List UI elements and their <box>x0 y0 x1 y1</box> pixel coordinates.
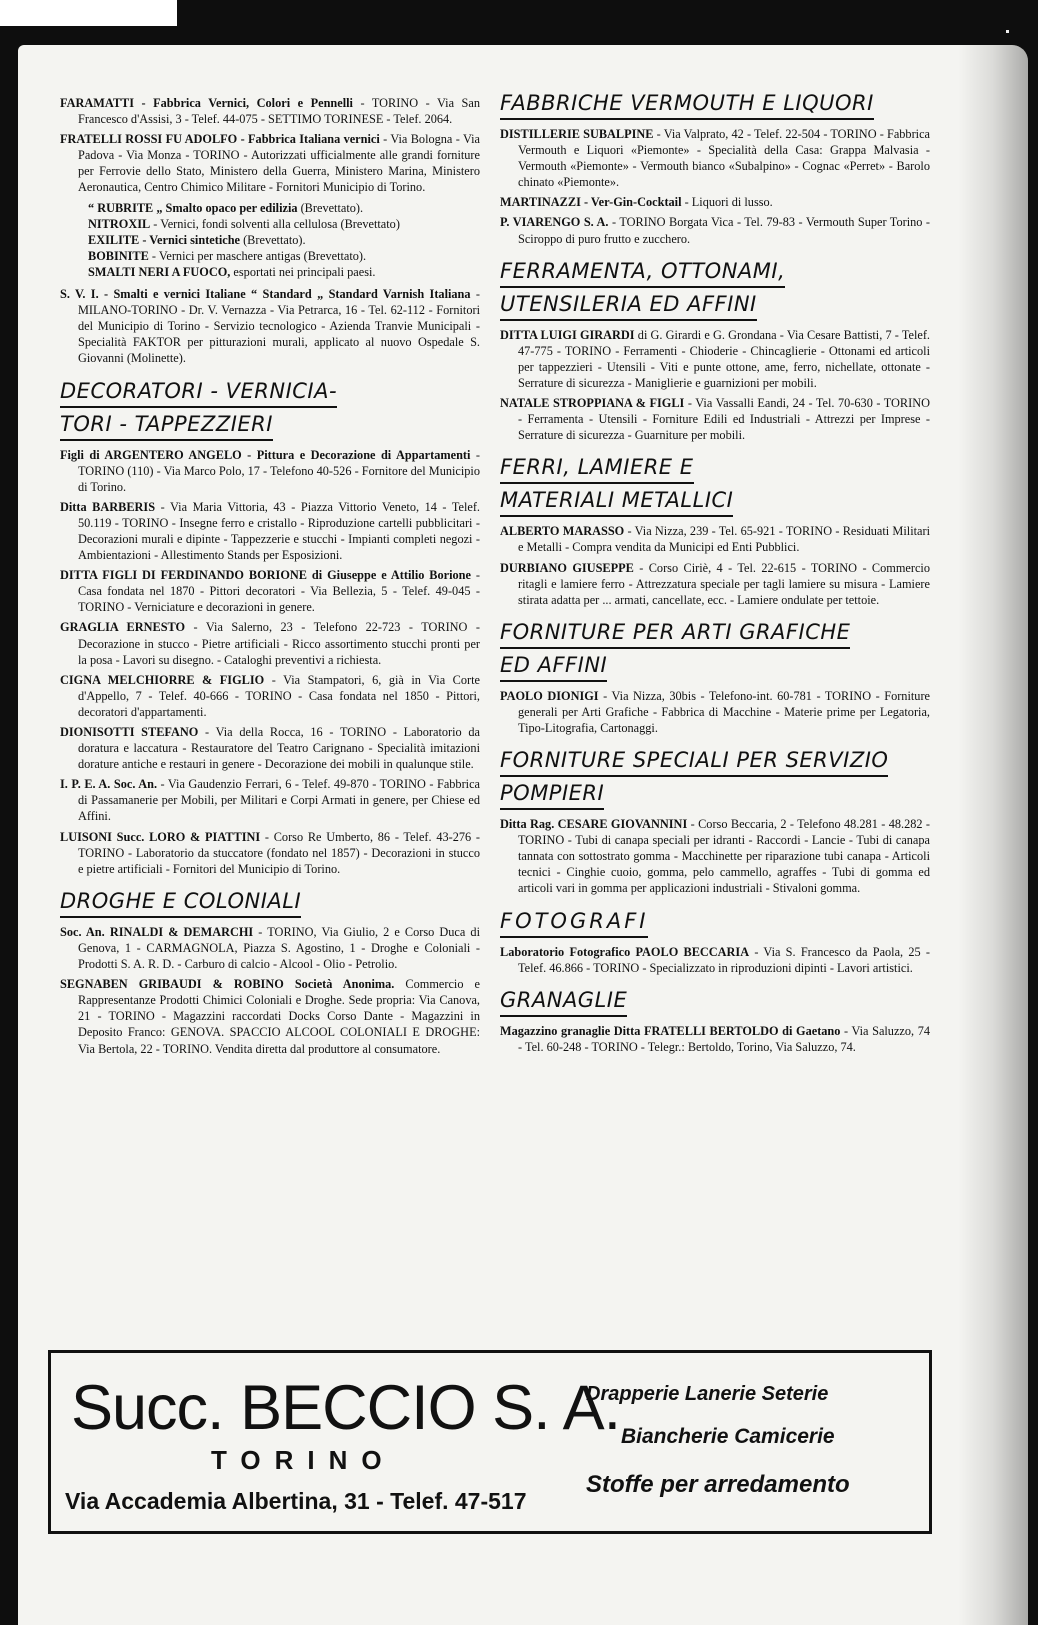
section-heading-droghe: DROGHE E COLONIALI <box>60 885 480 918</box>
entry-martinazzi: MARTINAZZI - Ver-Gin-Cocktail - Liquori di lusso. <box>500 195 773 210</box>
section-heading-decoratori: DECORATORI - VERNICIA- TORI - TAPPEZZIERI <box>60 375 480 441</box>
entry-dionisotti: DIONISOTTI STEFANO - Via della Rocca, 16 - TORINO - Laboratorio da doratura e laccatura - Restauratore del Teatro Carignano - Specialità imitazioni dorature antiche e restauri in genere - Decorazione dei mobili in qualunque stile. <box>60 725 480 772</box>
section-heading-arti-grafiche: FORNITURE PER ARTI GRAFICHE ED AFFINI <box>500 616 930 682</box>
section-heading-ferramenta: FERRAMENTA, OTTONAMI, UTENSILERIA ED AFFINI <box>500 255 930 321</box>
entry-ipea: I. P. E. A. Soc. An. - Via Gaudenzio Ferrari, 6 - Telef. 49-870 - TORINO - Fabbrica di Passamanerie per Mobili, per Militari e Corpi Armati in genere, per Chiese ed Affini. <box>60 777 480 824</box>
product-rubrite: “ RUBRITE „ Smalto opaco per edilizia (Brevettato). <box>88 200 364 215</box>
section-heading-granaglie: GRANAGLIE <box>500 984 930 1017</box>
entry-dionigi: PAOLO DIONIGI - Via Nizza, 30bis - Telefono-int. 60-781 - TORINO - Forniture generali per Arti Grafiche - Fabbrica di Macchine - Materie prime per Legatoria, Tipo-Litografia, Cartonaggi. <box>500 688 930 735</box>
section-heading-pompieri: FORNITURE SPECIALI PER SERVIZIO POMPIERI <box>500 744 930 810</box>
entry-luisoni: LUISONI Succ. LORO & PIATTINI - Corso Re Umberto, 86 - Telef. 43-276 - TORINO - Laboratorio da stuccatore (fondato nel 1857) - Decorazioni in stucco e pietre artificiali - Fornitori del Municipio di Torino. <box>60 829 481 876</box>
section-heading-ferri: FERRI, LAMIERE E MATERIALI METALLICI <box>500 451 930 517</box>
entry-giovannini: Ditta Rag. CESARE GIOVANNINI - Corso Beccaria, 2 - Telefono 48.281 - 48.282 - TORINO - Tubi di canapa speciali per idranti - Raccordi - Lancie - Tubi di canapa tannata con sottostrato gomma - Macchinette per riparazione tubi canapa - Articoli tecnici - Cinghie cuoio, gomma, pelo cammello, agraffes - Tubi di gomma ed articoli vari in gomma per applicazioni industriali - Stivaloni gomma. <box>500 817 930 896</box>
beccio-advertisement <box>48 1350 932 1534</box>
ad-city: TORINO <box>211 1445 396 1475</box>
entry-girardi: DITTA LUIGI GIRARDI di G. Girardi e G. Grondana - Via Cesare Battisti, 7 - Telef. 47-775 - TORINO - Ferramenti - Chioderie - Chincaglierie - Ottonami ed articoli per tappezzieri - Utensili - Viti e punte ottone, ame, ferro, nichellate, ottonate - Serrature di sicurezza - Maniglierie e guarnizioni per mobili. <box>500 327 931 390</box>
entry-faramatti: FARAMATTI - Fabbrica Vernici, Colori e Pennelli - TORINO - Via San Francesco d'Assisi, 3 - Telef. 44-075 - SETTIMO TORINESE - Telef. 2064. <box>60 96 480 127</box>
scan-top-white-patch <box>0 0 177 26</box>
section-heading-fotografi: FOTOGRAFI <box>500 905 930 938</box>
entry-barberis: Ditta BARBERIS - Via Maria Vittoria, 43 - Piazza Vittorio Veneto, 14 - Telef. 50.119 - TORINO - Insegne ferro e cristallo - Riproduzione cartelli pubblicitari - Decorazioni murali e dipinte - Tappezzerie e stucchi - Impianti completi negozi - Ambientazioni - Allestimento Stands per Esposizioni. <box>60 499 480 563</box>
ad-company-name: Succ. BECCIO S. A. <box>71 1373 621 1443</box>
scan-mark <box>1006 30 1009 33</box>
ad-tagline-1: Drapperie Lanerie Seterie <box>586 1383 829 1405</box>
product-exilite: EXILITE - Vernici sintetiche (Brevettato). <box>88 232 306 247</box>
product-nitroxil: NITROXIL - Vernici, fondi solventi alla cellulosa (Brevettato) <box>88 216 400 231</box>
entry-segnaben: SEGNABEN GRIBAUDI & ROBINO Società Anonima. Commercio e Rappresentanze Prodotti Chimici Coloniali e Droghe. Sede propria: Via Canova, 21 - TORINO - Magazzini raccordati Docks Corso Dante - Magazzini in Deposito Franco: GENOVA. SPACCIO ALCOOL COLONIALI E DROGHE: Via Bertola, 22 - TORINO. Vendita diretta dal produttore al consumatore. <box>60 977 480 1056</box>
entry-graglia: GRAGLIA ERNESTO - Via Salerno, 23 - Telefono 22-723 - TORINO - Decorazione in stucco - Pietre artificiali - Ricco assortimento stucchi pronti per la posa - Lavori su disegno. - Cataloghi preventivi a richiesta. <box>60 620 480 667</box>
entry-marasso: ALBERTO MARASSO - Via Nizza, 239 - Tel. 65-921 - TORINO - Residuati Militari e Metalli - Compra vendita da Municipi ed Enti Pubblici. <box>500 524 930 555</box>
entry-fratelli-rossi: FRATELLI ROSSI FU ADOLFO - Fabbrica Italiana vernici - Via Bologna - Via Padova - Via Monza - TORINO - Autorizzati ufficialmente alle grandi forniture per Ferrovie dello Stato, Ministero della Guerra, Ministero Marina, Ministero Aeronautica, Centro Chimico Militare - Fornitori Municipio di Torino. <box>60 132 480 195</box>
entry-viarengo: P. VIARENGO S. A. - TORINO Borgata Vica - Tel. 79-83 - Vermouth Super Torino - Sciroppo di puro frutto e zucchero. <box>500 215 930 246</box>
entry-stroppiana: NATALE STROPPIANA & FIGLI - Via Vassalli Eandi, 24 - Tel. 70-630 - TORINO - Ferramenta - Utensili - Forniture Edili ed Industriali - Attrezzi per Imprese - Serrature di sicurezza - Guarniture per mobili. <box>500 396 930 443</box>
product-bobinite: BOBINITE - Vernici per maschere antigas (Brevettato). <box>88 248 367 263</box>
directory-page <box>18 45 1028 1625</box>
product-smalti-neri: SMALTI NERI A FUOCO, esportati nei principali paesi. <box>88 264 376 279</box>
ad-address: Via Accademia Albertina, 31 - Telef. 47-517 <box>65 1488 527 1514</box>
entry-svi: S. V. I. - Smalti e vernici Italiane “ Standard „ Standard Varnish Italiana - MILANO-TORINO - Dr. V. Vernazza - Via Petrarca, 16 - Tel. 62-112 - Fornitori del Municipio di Torino - Servizio tecnologico - Azienda Tranvie Municipali - Specialità FAKTOR per pitturazioni murali, applicato al nuovo Ospedale S. Giovanni (Molinette). <box>60 287 481 366</box>
entry-distillerie: DISTILLERIE SUBALPINE - Via Valprato, 42 - Telef. 22-504 - TORINO - Fabbrica Vermouth e Liquori «Piemonte» - Specialità della Casa: Grappa Malvasia - Vermouth «Piemonte» - Vermouth bianco «Subalpino» - Cognac «Perret» - Barolo chinato «Piemonte». <box>500 127 930 190</box>
entry-bertoldo: Magazzino granaglie Ditta FRATELLI BERTOLDO di Gaetano - Via Saluzzo, 74 - Tel. 60-248 - TORINO - Telegr.: Bertoldo, Torino, Via Saluzzo, 74. <box>500 1023 930 1054</box>
ad-tagline-3: Stoffe per arredamento <box>586 1471 850 1498</box>
left-column <box>60 95 480 1061</box>
ad-tagline-2: Biancherie Camicerie <box>621 1425 835 1448</box>
right-column <box>500 91 931 1059</box>
entry-cigna: CIGNA MELCHIORRE & FIGLIO - Via Stampatori, 6, già in Via Corte d'Appello, 7 - Telef. 40-666 - TORINO - Casa fondata nel 1850 - Pittori, decoratori d'appartamenti. <box>60 672 480 719</box>
entry-borione: DITTA FIGLI DI FERDINANDO BORIONE di Giuseppe e Attilio Borione - Casa fondata nel 1870 - Pittori decoratori - Via Bellezia, 5 - Telef. 49-045 - TORINO - Verniciature e decorazioni in genere. <box>60 568 481 615</box>
entry-beccaria: Laboratorio Fotografico PAOLO BECCARIA - Via S. Francesco da Paola, 25 - Telef. 46.866 - TORINO - Specializzato in riproduzioni dipinti - Lavori artistici. <box>500 944 930 975</box>
entry-rinaldi: Soc. An. RINALDI & DEMARCHI - TORINO, Via Giulio, 2 e Corso Duca di Genova, 1 - CARMAGNOLA, Piazza S. Agostino, 1 - Droghe e Coloniali - Prodotti S. A. R. D. - Carburo di calcio - Alcool - Olio - Petrolio. <box>60 924 480 972</box>
entry-durbiano: DURBIANO GIUSEPPE - Corso Ciriè, 4 - Tel. 22-615 - TORINO - Commercio ritagli e lamiere ferro - Attrezzatura speciale per tagli lamiere su misura - Lamiere stirata adatta per ... armati, cancellate, ecc. - Lamiere ondulate per tettoie. <box>500 560 930 607</box>
entry-argentero: Figli di ARGENTERO ANGELO - Pittura e Decorazione di Appartamenti - TORINO (110) - Via Marco Polo, 17 - Telefono 40-526 - Fornitore del Municipio di Torino. <box>60 447 480 494</box>
section-heading-vermouth: FABBRICHE VERMOUTH E LIQUORI <box>500 87 930 120</box>
